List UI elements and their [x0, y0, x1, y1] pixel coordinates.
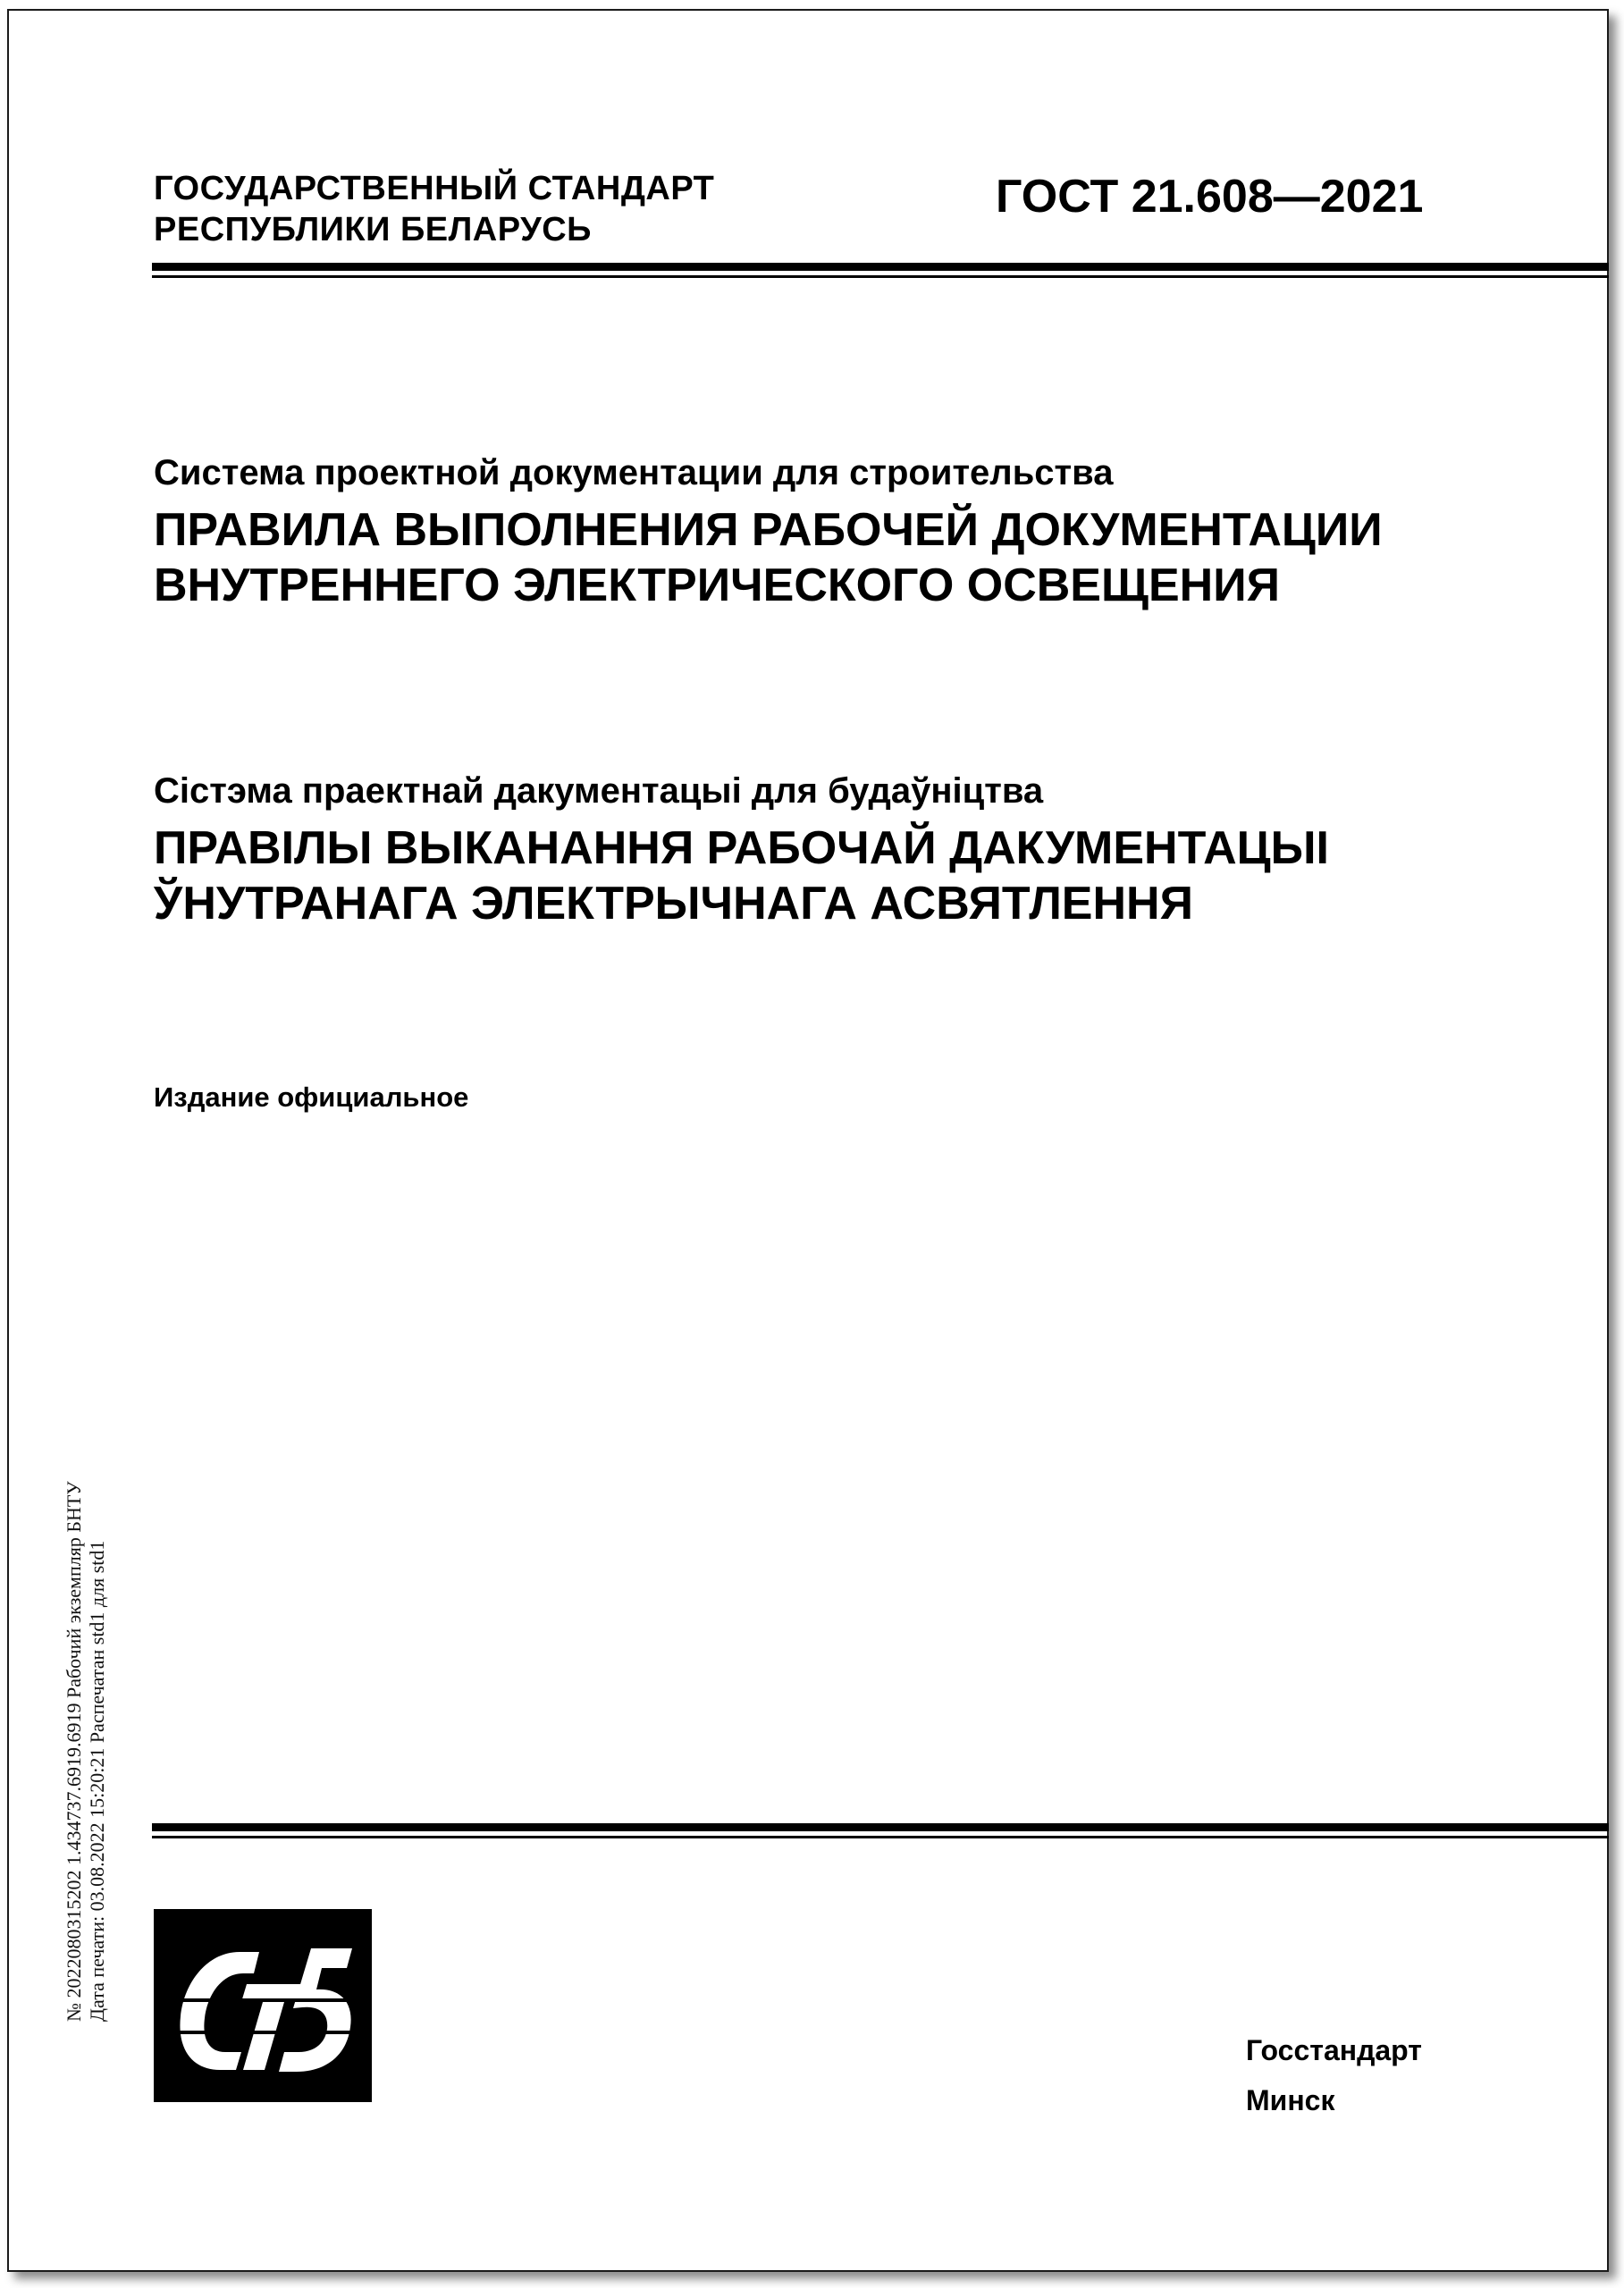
print-stamp-line-1: № 2022080315202 1.434737.6919.6919 Рабочий экземпляр БНТУ: [63, 1481, 85, 2022]
bottom-double-rule: [152, 1823, 1609, 1838]
title-russian: [154, 450, 1383, 613]
publisher-name: Госстандарт: [1246, 2034, 1422, 2066]
issuing-authority: [154, 168, 714, 250]
title-by-main: [154, 820, 1329, 931]
title-ru-line-1: ПРАВИЛА ВЫПОЛНЕНИЯ РАБОЧЕЙ ДОКУМЕНТАЦИИ: [154, 504, 1383, 556]
top-double-rule: [152, 263, 1609, 278]
title-ru-main: [154, 502, 1383, 613]
agency-line-1: ГОСУДАРСТВЕННЫЙ СТАНДАРТ: [154, 170, 715, 207]
title-belarusian: [154, 769, 1329, 931]
edition-label: Издание официальное: [154, 1081, 469, 1113]
title-by-line-2: ЎНУТРАНАГА ЭЛЕКТРЫЧНАГА АСВЯТЛЕННЯ: [154, 878, 1193, 930]
title-ru-subtitle: Система проектной документации для строительства: [154, 453, 1114, 492]
publisher-block: [1246, 2025, 1422, 2125]
standard-number: ГОСТ 21.608—2021: [996, 171, 1424, 223]
agency-line-2: РЕСПУБЛИКИ БЕЛАРУСЬ: [154, 211, 592, 248]
title-by-line-1: ПРАВІЛЫ ВЫКАНАННЯ РАБОЧАЙ ДАКУМЕНТАЦЫІ: [154, 822, 1329, 874]
gosstandart-logo-icon: [154, 1909, 372, 2102]
document-page: [7, 9, 1609, 2272]
publisher-city: Минск: [1246, 2084, 1335, 2116]
title-by-subtitle: Сістэма праектнай дакументацыі для будаўніцтва: [154, 771, 1044, 811]
print-stamp-line-2: Дата печати: 03.08.2022 15:20:21 Распечатан std1 для std1: [86, 1540, 108, 2022]
title-ru-line-2: ВНУТРЕННЕГО ЭЛЕКТРИЧЕСКОГО ОСВЕЩЕНИЯ: [154, 559, 1280, 611]
logo-mark: [154, 1909, 372, 2102]
